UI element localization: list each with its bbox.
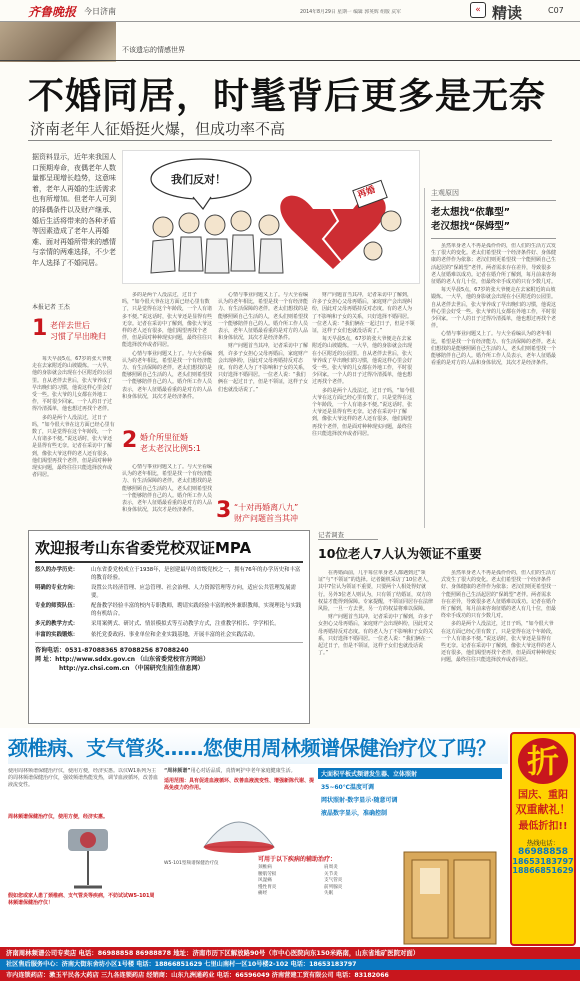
section-label: 今日济南 bbox=[84, 7, 116, 16]
lede-text: 据资料显示，近年来我国人口预期寿命，夜偶老年人数量都呈现增长趋势，这意味着，老年人再婚的生活需求也有所增加。但老年人可到的择偶条件以及财产继承、婚后生活将带来的各种矛盾等因素造成了老年人再婚难、面对再婚所带来的感情与亲情的两难选择，不少老年人选择了不婚同居。 bbox=[32, 153, 116, 267]
dateline: 2014年8月29日 星期一 编辑 郭英辉 组版 庆军 bbox=[300, 10, 401, 15]
section-line: 老伴去世后 bbox=[50, 321, 90, 330]
mpa-item: 明确的专业方向： 设置公共经济管理、应急管理、社会治理、人力资源管理等方向，适应公共管理发展需要。 bbox=[35, 585, 296, 599]
feature-item: 35~60℃温度可调 bbox=[321, 784, 374, 791]
disease-item: 慢性胃炎 bbox=[258, 884, 277, 890]
hotline-label: 热线电话： bbox=[526, 839, 560, 847]
lede bbox=[32, 152, 118, 274]
paragraph: 多的是两个人没法过，过日子吗，“如今很大爷在这方面已经心里有数了，只是觉得在这个年龄段，一个人有诸多不便。”说这话时，张大爷还是显得有些无奈。记者在采访中了解到，像张大爷这样的老人还有很多，他们渴望再找个老伴，但是面对种种现实问题，最终往往只能选择放弃或者同居。 bbox=[441, 621, 556, 664]
side-box bbox=[424, 188, 556, 528]
hotline[interactable]: 18653183797 bbox=[512, 857, 574, 866]
headline-text: 颈椎病、支气管炎……您使用周林频谱保健治疗仪了吗？ bbox=[8, 736, 496, 760]
paragraph: 每天早晨5点，67岁的张大爷便走在去家附近的山坡锻炼。一大早，他的身影就会出现在小区附近的公园里。自从老伴去世后，张大爷养成了早出晚归的习惯，他说这样心里会好受一些。张大爷的儿女都在外地工作，平时很少回家。一个人的日子过得冷清孤单，他也想过再找个老伴。 bbox=[431, 287, 556, 330]
hotline[interactable]: 18866851629 bbox=[512, 866, 574, 875]
cartoon-bubble-text: 我们反对！ bbox=[171, 173, 226, 186]
paragraph: 虽然单身老人不再是孤伶伶的，但人们的生活方式发生了很大的变化。老太们希望找一个经济条件好、身体健康的老伴作为依靠；老汉们则更希望找一个能照顾自己生活起居的“保姆型”老伴。两者需求存在差异，导致很多老人征婚难以成功。记者在婚介所了解到，每月前来咨询征婚的老人有几十位，但最终牵手成功的只有少数几对。 bbox=[431, 243, 556, 286]
side-box-divider bbox=[431, 238, 556, 239]
paragraph: 心情与事业问题又上了。与大全看编认为的老年相比，希望是找一个有经济能力、有生活保障的老伴。老太们想找的是能够照顾自己生活的人，老头们则希望找一个能够陪伴自己的人。婚介所工作人员表示，老年人征婚最看重的是对方的人品和身体状况，其次才是经济条件。 bbox=[122, 350, 213, 400]
medical-ad bbox=[0, 728, 580, 981]
newspaper-logo: 齐鲁晚报 bbox=[28, 5, 77, 19]
footer-row-2: 社区售后服务中心：济南大街东舍坊小区1号楼 电话：18866851629 七里山南村一区10号楼2-102 电话：18653183797 bbox=[0, 959, 580, 970]
footer-row-1: 济南周林频谱公司专卖店 电话：86988858 86988878 地址：济南市历下区解放路90号（市中心医院向东150米路南，山东省地矿医院对面） bbox=[0, 947, 580, 959]
body-column-2b bbox=[122, 464, 214, 528]
paragraph: 财产问题首当其冲，记者采访中了解到，许多子女担心父母再婚后，家庭财产会出现纠纷，因此对父母再婚持反对态度。有的老人为了不影响和子女的关系，只好选择不婚同居。一位老人说：“我们俩在一起过日子，但是不领证，这样子女们也就没话说了。” bbox=[218, 343, 309, 393]
mpa-item: 悠久的办学历史： 山东省委党校成立于1938年，是创建最早的省级党校之一，拥有76年的办学历史和丰富的教育经验。 bbox=[35, 567, 301, 581]
paragraph: 多的是两个人没法过，过日子吗，“如今很大爷在这方面已经心里有数了，只是觉得在这个年龄段，一个人有诸多不便。”说这话时，张大爷还是显得有些无奈。记者在采访中了解到，像张大爷这样的老人还有很多，他们渴望再找个老伴，但是面对种种现实问题，最终往往只能选择放弃或者同居。 bbox=[32, 414, 115, 479]
medical-mid-red: 适用范围：具有促进血液循环、改善血液流变性、增强新陈代谢、提高免疫力的作用。 bbox=[164, 778, 315, 792]
medical-left-text: 使用周林频谱保健治疗仪，使用方便，经济实惠。以仪W1系列为主的周林频谱保健治疗仪，强效频谱热能发热，调节血液循环，改善血液流变性。 bbox=[8, 768, 158, 789]
therapy-device-icon bbox=[164, 797, 314, 857]
feature-item: 液晶数字显示，准确控制 bbox=[321, 810, 388, 817]
paragraph: 多的是两个人没法过，过日子吗，“如今很大爷在这方面已经心里有数了，只是觉得在这个年龄段，一个人有诸多不便。”说这话时，张大爷还是显得有些无奈。记者在采访中了解到，像张大爷这样的老人还有很多，他们渴望再找个老伴，但是面对种种现实问题，最终往往只能选择放弃或者同居。 bbox=[312, 387, 415, 437]
paragraph: 每天早晨5点，67岁的张大爷便走在去家附近的山坡锻炼。一大早，他的身影就会出现在小区附近的公园里。自从老伴去世后，张大爷养成了早出晚归的习惯，他说这样心里会好受一些。张大爷的儿女都在外地工作，平时很少回家。一个人的日子过得冷清孤单，他也想过再找个老伴。 bbox=[312, 336, 413, 386]
body-column-2 bbox=[122, 292, 214, 426]
chevron-icon: « bbox=[470, 2, 486, 18]
medical-left-cta: 假如您或家人患了颈椎病、支气管炎等疾病，不妨试试W5-101周林频谱保健治疗仪！ bbox=[8, 893, 155, 907]
mpa-ad-rule bbox=[35, 561, 303, 563]
mpa-phone: 咨询电话：0531-87088365 87088256 87088240 bbox=[35, 647, 189, 654]
mpa-item: 丰富的实践锻炼： 依托党委政府、事业单位和企业实践基地，开展丰富的社会实践活动。 bbox=[35, 631, 259, 638]
feature-item: 网状照射·数字显示·随意可调 bbox=[321, 797, 398, 804]
survey-body bbox=[318, 570, 556, 720]
mpa-ad-title: 欢迎报考山东省委党校双证MPA bbox=[35, 539, 252, 557]
medical-features bbox=[318, 768, 502, 848]
survey-label: 记者调查 bbox=[318, 530, 378, 540]
section-line: 财产问题首当其冲 bbox=[234, 514, 298, 523]
mpa-ad bbox=[28, 530, 310, 724]
subhead-rule bbox=[28, 140, 552, 141]
promo-burst: 折 bbox=[518, 738, 568, 784]
headline: 不婚同居，时髦背后更多是无奈 bbox=[28, 76, 547, 117]
mpa-web[interactable]: 网 址：http://www.sddx.gov.cn （山东省委党校官方网站） bbox=[35, 656, 210, 663]
side-box-label: 主观原因 bbox=[431, 188, 556, 201]
section-line: 婚介所里征婚 bbox=[140, 433, 188, 442]
kicker: 不该遗忘的情感世界 bbox=[122, 46, 185, 54]
column-title: 精读 bbox=[492, 4, 523, 22]
mpa-ad-contact bbox=[35, 642, 303, 673]
cartoon bbox=[122, 150, 420, 284]
section-num: 1 bbox=[32, 316, 48, 341]
section-num: 2 bbox=[122, 428, 138, 453]
promo-box bbox=[510, 732, 576, 946]
side-box-body bbox=[431, 243, 556, 523]
diseases-grid bbox=[258, 865, 390, 898]
mpa-item: 多元的教学方式： 采用案例式、研讨式、情景模拟式等互动教学方式，注重教学相长、学学相长。 bbox=[35, 621, 280, 627]
masthead bbox=[0, 0, 580, 22]
section-head-2 bbox=[122, 430, 222, 460]
kicker-line bbox=[0, 60, 580, 61]
paragraph: 财产问题首当其冲，记者采访中了解到，许多子女担心父母再婚后，家庭财产会出现纠纷，因此对父母再婚持反对态度。有的老人为了不影响和子女的关系，只好选择不婚同居。一位老人说：“我们俩在一起过日子，但是不领证，这样子女们也就没话说了。” bbox=[318, 614, 434, 657]
section-line: 习惯了早出晚归 bbox=[50, 332, 106, 341]
survey bbox=[318, 530, 556, 724]
mpa-web-2[interactable]: http://yz.chsi.com.cn （中国研究生招生信息网） bbox=[59, 665, 204, 672]
disease-item: 关节炎 bbox=[324, 871, 338, 877]
section-head-1 bbox=[32, 318, 114, 348]
disease-item: 腰肌劳损 bbox=[258, 871, 277, 877]
hotline[interactable]: 86988858 bbox=[517, 847, 569, 857]
disease-item: 失眠 bbox=[324, 891, 334, 897]
body-column-4 bbox=[312, 292, 416, 528]
paragraph: 财产问题首当其冲，记者采访中了解到，许多子女担心父母再婚后，家庭财产会出现纠纷，因此对父母再婚持反对态度。有的老人为了不影响和子女的关系，只好选择不婚同居。一位老人说：“我们俩在一起过日子，但是不领证，这样子女们也就没话说了。” bbox=[312, 292, 415, 335]
body-column-1 bbox=[32, 356, 116, 528]
feature-item: 大面积平板式频谱发生器、立体照射 bbox=[318, 768, 502, 779]
paragraph: 每天早晨5点，67岁的张大爷便走在去家附近的山坡锻炼。一大早，他的身影就会出现在小区附近的公园里。自从老伴去世后，张大爷养成了早出晚归的习惯，他说这样心里会好受一些。张大爷的儿女都在外地工作，平时很少回家。一个人的日子过得冷清孤单，他也想过再找个老伴。 bbox=[32, 356, 113, 413]
footer-row-3: 市内连锁药店：漱玉平民各大药店 三九各连锁药店 经销商：山东九洲通药业 电话：66596049 济南营建工贸有限公司 电话：83182066 bbox=[0, 970, 580, 981]
disease-item: 痛经 bbox=[258, 891, 268, 897]
side-title-line: 老汉想找“保姆型” bbox=[431, 221, 510, 232]
subhead: 济南老年人征婚挺火爆，但成功率不高 bbox=[30, 120, 286, 138]
section-num: 3 bbox=[216, 498, 232, 523]
medical-left-slogan: 周林频谱保健治疗仪，使用方便，经济实惠。 bbox=[8, 814, 109, 820]
lamp-icon bbox=[8, 823, 158, 893]
diseases-title: 可用于以下疾病的辅助治疗： bbox=[258, 856, 337, 863]
page-number: C07 bbox=[548, 6, 564, 15]
paragraph: 心情与事业问题又上了。与大全看编认为的老年相比，希望是找一个有经济能力、有生活保障的老伴。老太们想找的是能够照顾自己生活的人，老头们则希望找一个能够陪伴自己的人。婚介所工作人员表示，老年人征婚最看重的是对方的人品和身体状况，其次才是经济条件。 bbox=[122, 464, 213, 514]
promo-line: 国庆、重阳 bbox=[518, 790, 568, 801]
side-title-line: 老太想找“依靠型” bbox=[431, 207, 510, 218]
medical-ad-headline bbox=[8, 732, 508, 764]
disease-item: 支气管炎 bbox=[324, 878, 343, 884]
device-label: W5-101型频谱保健治疗仪 bbox=[164, 860, 219, 866]
medical-mid-text: “周林频谱”用心对话品质，真情呵护中老年家庭健康生活。 bbox=[164, 768, 296, 774]
disease-item: 风湿痛 bbox=[258, 878, 272, 884]
disease-item: 肩周炎 bbox=[324, 865, 338, 870]
diseases-list bbox=[258, 854, 390, 946]
cartoon-illustration bbox=[123, 151, 421, 285]
mpa-ad-items bbox=[29, 567, 309, 639]
body-column-3 bbox=[218, 292, 310, 496]
header-photo bbox=[0, 22, 116, 62]
paragraph: 在再婚面前，几乎每位单身老人都遇到过“领证”与“不领证”的选择。记者随机采访了10位老人，其中7位认为领证不重要，只要两个人相处得好就行。另外3位老人则认为，只有领了结婚证，双方的权益才能得到保障。专家提醒，不领证同居存在法律风险，一旦一方去世，另一方的权益将难以保障。 bbox=[318, 570, 434, 613]
cartoon-sign-text: 再婚 bbox=[356, 185, 377, 201]
device-image bbox=[8, 823, 158, 893]
side-box-title bbox=[431, 206, 556, 234]
paragraph: 心情与事业问题又上了。与大全看编认为的老年相比，希望是找一个有经济能力、有生活保障的老伴。老太们想找的是能够照顾自己生活的人，老头们则希望找一个能够陪伴自己的人。婚介所工作人员表示，老年人征婚最看重的是对方的人品和身体状况，其次才是经济条件。 bbox=[431, 331, 556, 367]
paragraph: 虽然单身老人不再是孤伶伶的，但人们的生活方式发生了很大的变化。老太们希望找一个经济条件好、身体健康的老伴作为依靠；老汉们则更希望找一个能照顾自己生活起居的“保姆型”老伴。两者需求存在差异，导致很多老人征婚难以成功。记者在婚介所了解到，每月前来咨询征婚的老人有几十位，但最终牵手成功的只有少数几对。 bbox=[441, 570, 556, 620]
disease-item: 颈椎病 bbox=[258, 865, 272, 870]
section-line: 老太老汉比例5:1 bbox=[140, 444, 201, 453]
promo-line: 最低折扣!! bbox=[518, 821, 568, 832]
disease-item: 前列腺炎 bbox=[324, 884, 343, 890]
paragraph: 多的是两个人没法过，过日子吗，“如今很大爷在这方面已经心里有数了，只是觉得在这个年龄段，一个人有诸多不便。”说这话时，张大爷还是显得有些无奈。记者在采访中了解到，像张大爷这样的老人还有很多，他们渴望再找个老伴，但是面对种种现实问题，最终往往只能选择放弃或者同居。 bbox=[122, 292, 213, 349]
promo-line: 双重献礼！ bbox=[515, 803, 571, 816]
section-head-3 bbox=[216, 500, 326, 530]
mpa-item: 专业的师资队伍： 配备教学经验丰富的校内专职教师，聘请实践经验丰富的校外兼职教师，实现理论与实践的有机结合。 bbox=[35, 603, 302, 617]
paragraph: 心情与事业问题又上了。与大全看编认为的老年相比，希望是找一个有经济能力、有生活保障的老伴。老太们想找的是能够照顾自己生活的人，老头们则希望找一个能够陪伴自己的人。婚介所工作人员表示，老年人征婚最看重的是对方的人品和身体状况，其次才是经济条件。 bbox=[218, 292, 309, 342]
section-line: “十对再婚离八九” bbox=[234, 503, 299, 512]
sauna-cabinet-icon bbox=[396, 848, 504, 946]
survey-title: 10位老人7人认为领证不重要 bbox=[318, 546, 482, 561]
medical-left bbox=[8, 768, 158, 946]
reporter-byline: 本报记者 王杰 bbox=[32, 304, 70, 311]
